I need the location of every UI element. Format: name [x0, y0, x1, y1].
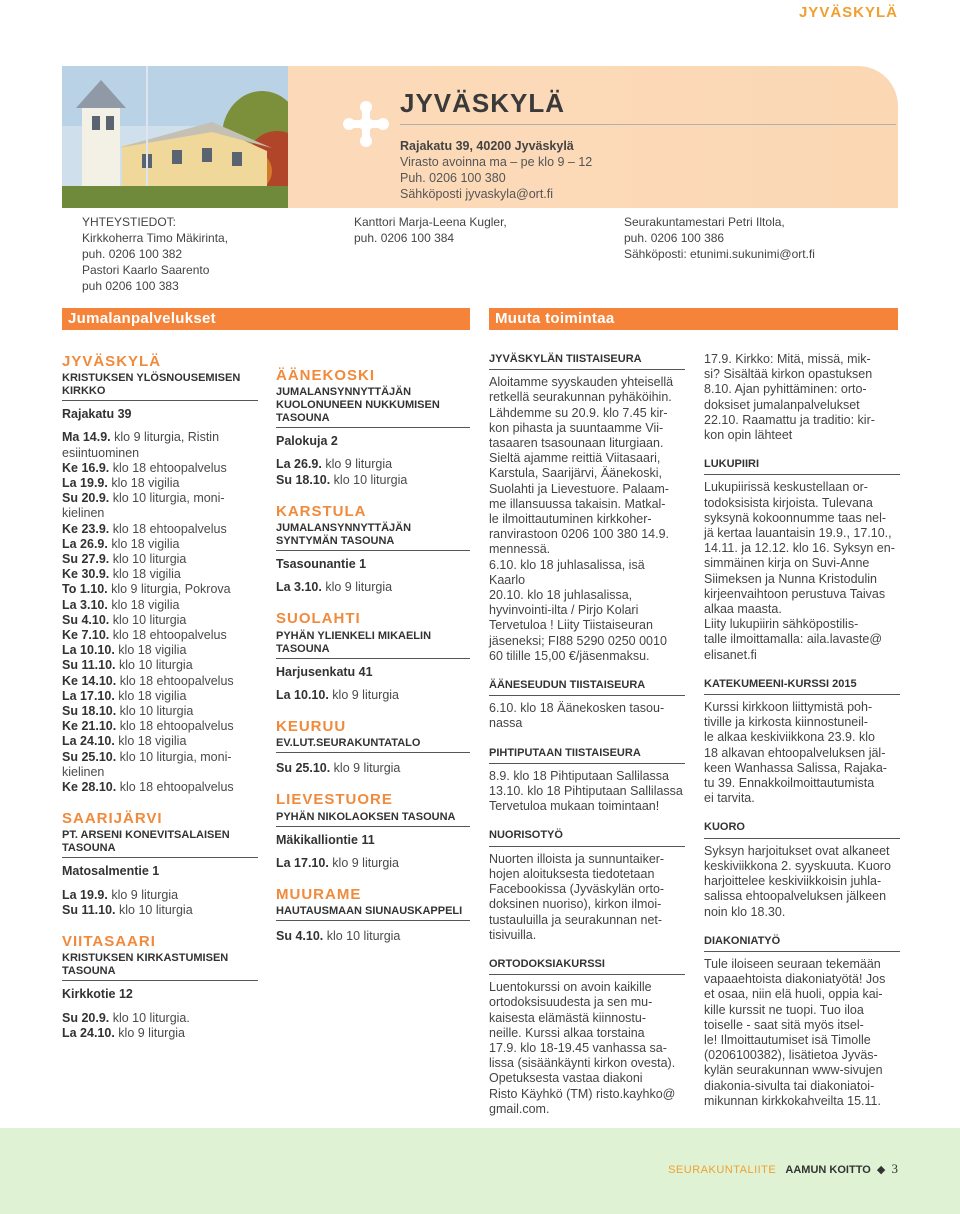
city-heading: ÄÄNEKOSKI	[276, 367, 376, 384]
church-name: JUMALANSYNNYTTÄJÄN SYNTYMÄN TASOUNA	[276, 522, 470, 551]
service-event	[62, 674, 258, 689]
activity-text-line: gmail.com.	[489, 1101, 550, 1116]
event-date: Ke 7.10.	[62, 628, 110, 643]
event-description: klo 18 vigilia	[107, 536, 180, 551]
footer-brand: AAMUN KOITTO	[785, 1164, 871, 1176]
spacer	[276, 488, 470, 502]
service-event	[276, 761, 470, 776]
activity-text-line: retkellä seurakunnan pyhäköihin.	[489, 390, 672, 405]
activity-text-line: 17.9. Kirkko: Mitä, missä, mik-	[704, 352, 871, 366]
event-description: klo 18 vigilia	[109, 567, 181, 582]
event-date: La 17.10.	[276, 855, 329, 870]
spacer	[276, 921, 470, 929]
event-description: klo 18 vigilia	[107, 597, 180, 612]
event-description: klo 10 liturgia	[323, 929, 401, 944]
activity-text-line: diakonia-sivulta tai diakoniatoi-	[704, 1078, 875, 1093]
activity-text-line: Tule iloiseen seuraan tekemään	[704, 956, 881, 971]
page-title: JYVÄSKYLÄ	[400, 88, 566, 118]
event-description: klo 9 liturgia	[328, 855, 400, 870]
activity-text-line: 8.9. klo 18 Pihtiputaan Sallilassa	[489, 768, 669, 783]
activity-text-line: harjoittelee keskiviikkoisin juhla-	[704, 874, 882, 889]
service-event	[62, 1011, 258, 1026]
activity-text-line: si? Sisältää kirkon opastuksen	[704, 367, 873, 382]
activity-text-line: Tervetuloa ! Liity Tiistaiseuran	[489, 618, 653, 633]
event-date: La 3.10.	[276, 580, 322, 595]
spacer	[704, 443, 900, 457]
event-description: klo 10 liturgia	[109, 612, 187, 627]
address-line: Puh. 0206 100 380	[400, 171, 506, 185]
service-event	[276, 457, 470, 472]
street-address: Tsasounantie 1	[276, 557, 367, 572]
activity-text-line: ei tarvita.	[704, 791, 755, 806]
event-description: klo 18 ehtoopalvelus	[116, 673, 234, 688]
activity-text-line: Karstula, Saarijärvi, Äänekoski,	[489, 466, 662, 481]
spacer	[276, 753, 470, 761]
event-date: Su 4.10.	[276, 929, 324, 944]
footer	[668, 1161, 898, 1177]
activity-text-line: 17.9. klo 18-19.45 vanhassa sa-	[489, 1040, 667, 1055]
event-date: La 26.9.	[62, 536, 108, 551]
contact-line: Kirkkoherra Timo Mäkirinta,	[82, 231, 229, 245]
address-line: Sähköposti jyvaskyla@ort.fi	[400, 187, 554, 201]
event-date: La 19.9.	[62, 476, 108, 491]
activity-text-line: keen Wanhassa Salissa, Rajaka-	[704, 760, 887, 775]
activity-heading: KATEKUMEENI-KURSSI 2015	[704, 677, 900, 695]
activity-text-line: tustauluilla ja seurakunnan net-	[489, 912, 663, 927]
activity-text-line: Syksyn harjoitukset ovat alkaneet	[704, 843, 890, 858]
activities-column-1	[489, 352, 685, 1117]
event-description: klo 10 liturgia	[115, 658, 193, 673]
activity-text-line: todoksisista kirjoista. Tulevana	[704, 495, 873, 510]
event-date: Su 25.10.	[276, 761, 331, 776]
event-description: klo 9 liturgia	[114, 1025, 186, 1040]
event-date: Ke 28.10.	[62, 780, 117, 795]
spacer	[489, 664, 685, 678]
event-description: klo 9 liturgia	[330, 761, 401, 776]
activity-text-line: le alkaa keskiviikkona 23.9. klo	[704, 730, 875, 745]
activity-text-line: keskiviikkona 2. syyskuuta. Kuoro	[704, 858, 891, 873]
service-event	[62, 903, 258, 918]
activity-text-line: simmäinen kirja on Suvi-Anne	[704, 556, 870, 571]
event-description: klo 18 ehtoopalvelus	[116, 719, 234, 734]
activity-text-line: Liity lukupiirin sähköpostilis-	[704, 617, 859, 632]
activity-text-line: Luentokurssi on avoin kaikille	[489, 980, 652, 995]
event-description: klo 10 liturgia	[109, 552, 187, 567]
service-event	[62, 734, 258, 749]
event-date: La 24.10.	[62, 734, 115, 749]
event-description: klo 9 liturgia, Ristin esiintuominen	[62, 430, 220, 460]
contact-line: YHTEYSTIEDOT:	[82, 215, 177, 229]
contact-line: puh. 0206 100 384	[354, 231, 455, 245]
event-description: klo 18 ehtoopalvelus	[109, 628, 227, 643]
event-description: klo 18 ehtoopalvelus	[109, 521, 227, 536]
event-date: La 10.10.	[276, 687, 329, 702]
service-event	[62, 461, 258, 476]
city-heading: SUOLAHTI	[276, 610, 361, 628]
service-event	[62, 582, 258, 597]
event-description: klo 10 liturgia	[115, 902, 193, 917]
services-column-1	[62, 352, 258, 1041]
contacts-right	[624, 214, 815, 262]
activity-text-line: jäseneksi; FI88 5290 0250 0010	[489, 633, 667, 648]
service-event	[62, 658, 258, 673]
activity-text-line: vapaaehtoista diakoniatyötä! Jos	[704, 972, 886, 987]
street-address: Mäkikalliontie 11	[276, 832, 375, 847]
activity-text-line: salissa ehtoopalveluksen jälkeen	[704, 889, 887, 904]
event-description: klo 9 liturgia	[328, 687, 400, 702]
contact-line: Seurakuntamestari Petri Iltola,	[624, 215, 785, 229]
event-description: klo 10 liturgia	[330, 472, 408, 487]
activity-text-line: le ilmoittautuminen kirkkoher-	[489, 512, 652, 527]
street-address: Kirkkotie 12	[62, 987, 133, 1002]
running-header-city: JYVÄSKYLÄ	[798, 4, 898, 21]
activity-text-line: Aloitamme syyskauden yhteisellä	[489, 375, 674, 390]
activity-text-line: Sieltä ajamme reittiä Viitasaari,	[489, 451, 661, 466]
event-date: La 17.10.	[62, 688, 115, 703]
event-date: Su 11.10.	[62, 658, 116, 673]
activity-text-line: mikunnan kirkkokahveilta 15.11.	[704, 1093, 881, 1108]
activity-text-line: 8.10. Ajan pyhittäminen: orto-	[704, 382, 867, 397]
service-event	[62, 643, 258, 658]
activity-text-line: Lähdemme su 20.9. klo 7.45 kir-	[489, 405, 668, 420]
contact-line: Pastori Kaarlo Saarento	[82, 263, 210, 277]
service-event	[62, 430, 258, 460]
activity-text-line: ranvirastoon 0206 100 380 14.9.	[489, 527, 669, 542]
office-address	[400, 138, 592, 202]
event-date: La 26.9.	[276, 457, 322, 472]
spacer	[489, 814, 685, 828]
service-event	[62, 613, 258, 628]
activity-text-line: nassa	[489, 716, 523, 731]
service-event	[62, 719, 258, 734]
event-date: Su 20.9.	[62, 1010, 110, 1025]
spacer	[704, 806, 900, 820]
event-date: Ma 14.9.	[62, 430, 111, 445]
activity-text-line: hyvinvointi-ilta / Pirjo Kolari	[489, 603, 639, 618]
activity-heading: JYVÄSKYLÄN TIISTAISEURA	[489, 352, 685, 370]
contact-line: Kanttori Marja-Leena Kugler,	[354, 215, 507, 229]
contact-line: Sähköposti: etunimi.sukunimi@ort.fi	[624, 247, 815, 261]
street-address: Palokuja 2	[276, 434, 338, 449]
activity-text-line: 20.10. klo 18 juhlasalissa,	[489, 588, 633, 603]
contacts-left	[82, 214, 228, 294]
service-event	[62, 567, 258, 582]
church-name: JUMALANSYNNYTTÄJÄN KUOLONUNEEN NUKKUMISEN TASOUNA	[276, 386, 470, 428]
church-name: PT. ARSENI KONEVITSALAISEN TASOUNA	[62, 829, 258, 858]
activity-heading: LUKUPIIRI	[704, 457, 900, 475]
activity-text-line: et osaa, niin elä huoli, oppia kai-	[704, 987, 883, 1002]
page-number: 3	[891, 1161, 898, 1176]
activity-text-line: hojen aloituksesta tiedotetaan	[489, 866, 655, 881]
event-description: klo 10 liturgia, moni-kielinen	[62, 749, 232, 779]
church-name: KRISTUKSEN KIRKASTUMISEN TASOUNA	[62, 952, 258, 981]
activity-text-line: Lukupiirissä keskustellaan or-	[704, 480, 868, 495]
event-description: klo 18 ehtoopalvelus	[109, 460, 227, 475]
event-description: klo 9 liturgia, Pokrova	[107, 582, 231, 597]
street-address: Harjusenkatu 41	[276, 664, 373, 679]
city-heading: VIITASAARI	[62, 933, 156, 951]
event-date: Ke 16.9.	[62, 460, 110, 475]
event-date: Su 4.10.	[62, 612, 110, 627]
activity-heading: NUORISOTYÖ	[489, 828, 685, 846]
service-event	[62, 628, 258, 643]
activity-text-line: kaisesta elämästä kiinnostu-	[489, 1010, 647, 1025]
activity-text-line: 6.10. klo 18 Äänekosken tasou-	[489, 701, 665, 716]
activity-text-line: alkaa maasta.	[704, 602, 782, 617]
event-date: Su 18.10.	[62, 704, 117, 719]
service-event	[62, 522, 258, 537]
service-event	[276, 580, 470, 595]
event-date: La 10.10.	[62, 643, 115, 658]
event-description: klo 9 liturgia	[321, 580, 393, 595]
city-heading: JYVÄSKYLÄ	[62, 353, 162, 370]
activity-text-line: 60 tilille 15,00 €/jäsenmaksu.	[489, 648, 650, 663]
activity-text-line: 14.11. ja 12.12. klo 16. Syksyn en-	[704, 541, 895, 556]
activity-text-line: 22.10. Raamattu ja traditio: kir-	[704, 412, 875, 427]
activity-text-line: tisivuilla.	[489, 927, 537, 942]
activity-text-line: doksinen nuoriso), kirkon ilmoi-	[489, 897, 662, 912]
event-date: Su 11.10.	[62, 902, 116, 917]
event-description: klo 10 liturgia, moni-kielinen	[62, 491, 225, 521]
title-divider	[400, 124, 896, 125]
spacer	[62, 795, 258, 809]
spacer	[489, 943, 685, 957]
activity-text-line: ortodoksisuudesta ja sen mu-	[489, 995, 653, 1010]
activity-text-line: (0206100382), lisätietoa Jyväs-	[704, 1048, 878, 1063]
spacer	[489, 732, 685, 746]
event-description: klo 18 ehtoopalvelus	[116, 780, 234, 795]
service-event	[62, 476, 258, 491]
activity-text-line: doksiset jumalanpalvelukset	[704, 397, 860, 412]
service-event	[62, 780, 258, 795]
activity-text-line: elisanet.fi	[704, 647, 757, 662]
city-heading: KEURUU	[276, 718, 347, 736]
activity-text-line: tiville ja kirkosta kiinnostuneil-	[704, 715, 868, 730]
spacer	[276, 595, 470, 609]
city-heading: MUURAME	[276, 886, 362, 904]
event-date: To 1.10.	[62, 582, 108, 597]
event-date: Ke 23.9.	[62, 521, 110, 536]
event-date: Ke 30.9.	[62, 567, 110, 582]
contact-line: puh. 0206 100 382	[82, 247, 183, 261]
footer-supplement-label: SEURAKUNTALIITE	[668, 1164, 777, 1176]
orthodox-cross-ornament-icon	[340, 98, 392, 150]
event-date: Su 20.9.	[62, 491, 110, 506]
event-description: klo 10 liturgia.	[109, 1010, 190, 1025]
activity-text-line: Facebookissa (Jyväskylän orto-	[489, 882, 665, 897]
activity-text-line: kirjeenvaihtoon perustuva Taivas	[704, 586, 886, 601]
church-photo	[62, 66, 288, 208]
event-description: klo 18 vigilia	[114, 688, 187, 703]
activity-text-line: Risto Käyhkö (TM) risto.kayhko@	[489, 1086, 676, 1101]
activity-text-line: talle ilmoittamalla: aila.lavaste@	[704, 632, 883, 647]
event-date: Ke 21.10.	[62, 719, 117, 734]
activity-text-line: Siimeksen ja Nunna Kristodulin	[704, 571, 878, 586]
other-activities-section-bar: Muuta toimintaa	[489, 308, 898, 330]
activity-heading: PIHTIPUTAAN TIISTAISEURA	[489, 746, 685, 764]
activity-text-line: Kaarlo	[489, 572, 526, 587]
service-event	[62, 689, 258, 704]
event-date: Su 18.10.	[276, 472, 331, 487]
activity-text-line: tu 39. Ennakkoilmoittautumista	[704, 776, 875, 791]
activity-text-line: syksynä kokoonnumme taas nel-	[704, 510, 887, 525]
activity-heading: ÄÄNESEUDUN TIISTAISEURA	[489, 678, 685, 696]
diamond-icon: ◆	[876, 1164, 886, 1176]
activity-heading: DIAKONIATYÖ	[704, 934, 900, 952]
activity-heading: ORTODOKSIAKURSSI	[489, 957, 685, 975]
activity-text-line: me illansuussa takaisin. Matkal-	[489, 496, 666, 511]
activity-text-line: noin klo 18.30.	[704, 904, 786, 919]
event-description: klo 9 liturgia	[107, 887, 179, 902]
service-event	[62, 537, 258, 552]
city-heading: LIEVESTUORE	[276, 791, 393, 809]
activity-text-line: kille kurssit ne tuopi. Tuo iloa	[704, 1002, 864, 1017]
event-date: Su 27.9.	[62, 552, 110, 567]
contacts-middle	[354, 214, 507, 246]
activity-text-line: 18 alkavan ehtoopalveluksen jäl-	[704, 745, 886, 760]
church-name: KRISTUKSEN YLÖSNOUSEMISEN KIRKKO	[62, 372, 258, 401]
activity-text-line: Opetuksesta vastaa diakoni	[489, 1071, 643, 1086]
service-event	[62, 598, 258, 613]
activity-text-line: toiselle - saat sitä myös itsel-	[704, 1017, 864, 1032]
activity-text-line: kon opin lähteet	[704, 428, 793, 443]
church-name: HAUTAUSMAAN SIUNAUSKAPPELI	[276, 905, 470, 921]
address-line: Rajakatu 39, 40200 Jyväskylä	[400, 139, 574, 153]
street-address: Matosalmentie 1	[62, 864, 160, 879]
spacer	[704, 663, 900, 677]
activity-text-line: jä kertaa lauantaisin 19.9., 17.10.,	[704, 526, 892, 541]
church-name: PYHÄN YLIENKELI MIKAELIN TASOUNA	[276, 630, 470, 659]
services-section-bar: Jumalanpalvelukset	[62, 308, 470, 330]
activity-text-line: lissa (sisäänkäynti kirkon ovesta).	[489, 1056, 676, 1071]
church-name: EV.LUT.SEURAKUNTATALO	[276, 737, 470, 753]
contact-line: puh. 0206 100 386	[624, 231, 725, 245]
city-heading: SAARIJÄRVI	[62, 810, 163, 828]
services-column-2	[276, 366, 470, 944]
contact-line: puh 0206 100 383	[82, 279, 179, 293]
service-event	[62, 552, 258, 567]
activities-column-2	[704, 352, 900, 1109]
activity-text-line: kon pihasta ja suuntaamme Vii-	[489, 420, 664, 435]
service-event	[62, 750, 258, 780]
church-name: PYHÄN NIKOLAOKSEN TASOUNA	[276, 811, 470, 827]
service-event	[276, 856, 470, 871]
street-address: Rajakatu 39	[62, 407, 132, 422]
spacer	[276, 776, 470, 790]
spacer	[62, 918, 258, 932]
event-description: klo 9 liturgia	[321, 457, 393, 472]
service-event	[276, 473, 470, 488]
event-date: Su 25.10.	[62, 749, 117, 764]
event-date: Ke 14.10.	[62, 673, 117, 688]
event-description: klo 10 liturgia	[116, 704, 194, 719]
event-date: La 3.10.	[62, 597, 108, 612]
activity-text-line: le! Ilmoittautumiset isä Timolle	[704, 1032, 871, 1047]
activity-text-line: Suolahti ja Lievestuore. Palaam-	[489, 481, 669, 496]
activity-heading: KUORO	[704, 820, 900, 838]
service-event	[62, 1026, 258, 1041]
event-description: klo 18 vigilia	[107, 476, 180, 491]
service-event	[276, 688, 470, 703]
activity-text-line: Kurssi kirkkoon liittymistä poh-	[704, 700, 873, 715]
address-line: Virasto avoinna ma – pe klo 9 – 12	[400, 155, 593, 169]
event-date: La 19.9.	[62, 887, 108, 902]
activity-text-line: 13.10. klo 18 Pihtiputaan Sallilassa	[489, 784, 683, 799]
city-heading: KARSTULA	[276, 502, 367, 520]
activity-text-line: mennessä.	[489, 542, 551, 557]
spacer	[276, 871, 470, 885]
activity-text-line: 6.10. klo 18 juhlasalissa, isä	[489, 557, 645, 572]
activity-text-line: tasaaren tsasounaan liturgiaan.	[489, 436, 664, 451]
activity-text-line: Tervetuloa mukaan toimintaan!	[489, 799, 660, 814]
activity-text-line: neille. Kurssi alkaa torstaina	[489, 1025, 645, 1040]
service-event	[62, 704, 258, 719]
service-event	[276, 929, 470, 944]
event-date: La 24.10.	[62, 1025, 115, 1040]
spacer	[704, 920, 900, 934]
spacer	[276, 703, 470, 717]
service-event	[62, 491, 258, 521]
event-description: klo 18 vigilia	[114, 734, 187, 749]
service-event	[62, 888, 258, 903]
activity-text-line: Nuorten illoista ja sunnuntaiker-	[489, 851, 665, 866]
event-description: klo 18 vigilia	[114, 643, 187, 658]
activity-text-line: kylän seurakunnan www-sivujen	[704, 1063, 883, 1078]
